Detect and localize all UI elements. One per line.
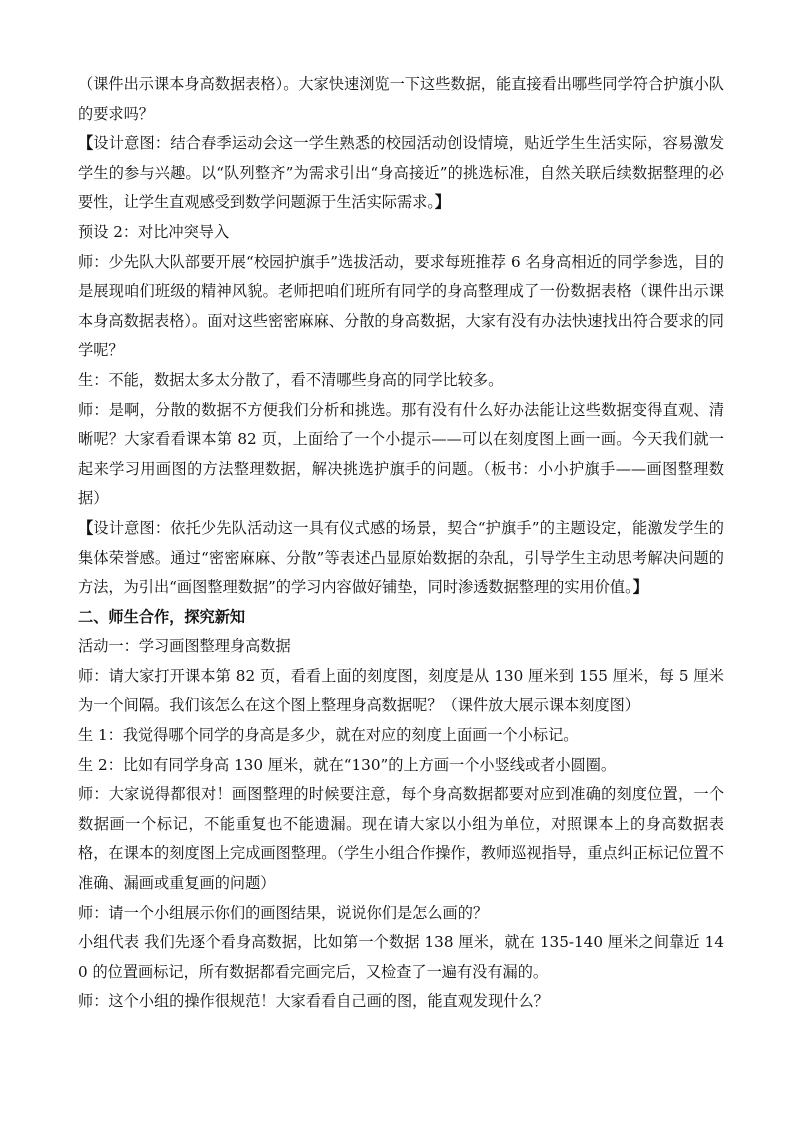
design-intent-2	[78, 514, 724, 603]
paragraph-intro-question: （课件出示课本身高数据表格）。大家快速浏览一下这些数据，能直接看出哪些同学符合护旗小队的要求吗？	[78, 75, 724, 123]
teacher-line-1: 师：少先队大队部要开展“校园护旗手”选拔活动，要求每班推荐 6 名身高相近的同学参选，目的是展现咱们班级的精神风貌。老师把咱们班所有同学的身高整理成了一份数据表格（课件出示课本身高数据表格）。面对这些密密麻麻、分散的身高数据，大家有没有办法快速找出符合要求的同学呢？	[78, 252, 724, 360]
group-rep-line: 小组代表 我们先逐个看身高数据，比如第一个数据 138 厘米，就在 135-140 厘米之间靠近 140 的位置画标记，所有数据都看完画完后，又检查了一遍有没有漏的。	[78, 933, 724, 981]
document-page	[78, 70, 724, 1017]
bracket-open: 【	[78, 518, 94, 537]
student-1-line: 生 1：我觉得哪个同学的身高是多少，就在对应的刻度上面画一个小标记。	[78, 726, 579, 745]
student-line-1: 生：不能，数据太多太分散了，看不清哪些身高的同学比较多。	[78, 370, 504, 389]
design-intent-1	[78, 129, 724, 218]
activity-1-title: 活动一：学习画图整理身高数据	[78, 637, 291, 656]
teacher-line-3: 师：请大家打开课本第 82 页，看看上面的刻度图，刻度是从 130 厘米到 155 厘米，每 5 厘米为一个间隔。我们该怎么在这个图上整理身高数据呢？（课件放大展示课本刻度图）	[78, 666, 724, 715]
student-2-line: 生 2：比如有同学身高 130 厘米，就在“130”的上方画一个小竖线或者小圆圈。	[78, 755, 617, 774]
preset-2-title: 预设 2：对比冲突导入	[78, 222, 230, 241]
teacher-line-6: 师：这个小组的操作很规范！大家看看自己画的图，能直观发现什么？	[78, 992, 549, 1011]
bracket-open: 【	[78, 134, 94, 153]
bracket-close: 】	[434, 193, 451, 212]
bracket-close: 】	[632, 578, 648, 597]
teacher-line-4: 师：大家说得都很对！画图整理的时候要注意，每个身高数据都要对应到准确的刻度位置，一个数据画一个标记，不能重复也不能遗漏。现在请大家以小组为单位，对照课本上的身高数据表格，在课本的刻度图上完成画图整理。（学生小组合作操作，教师巡视指导，重点纠正标记位置不准确、漏画或重复画的问题）	[78, 785, 724, 893]
design-intent-text: 设计意图：结合春季运动会这一学生熟悉的校园活动创设情境，贴近学生生活实际，容易激发学生的参与兴趣。以“队列整齐”为需求引出“身高接近”的挑选标准，自然关联后续数据整理的必要性，让学生直观感受到数学问题源于生活实际需求。	[78, 134, 725, 212]
section-heading: 二、师生合作，探究新知	[78, 607, 246, 626]
teacher-line-2: 师：是啊，分散的数据不方便我们分析和挑选。那有没有什么好办法能让这些数据变得直观、清晰呢？大家看看课本第 82 页，上面给了一个小提示——可以在刻度图上画一画。今天我们就一起来学习用画图的方法整理数据，解决挑选护旗手的问题。（板书：小小护旗手——画图整理数据）	[78, 400, 724, 508]
teacher-line-5: 师：请一个小组展示你们的画图结果，说说你们是怎么画的？	[78, 903, 489, 922]
design-intent-text: 设计意图：依托少先队活动这一具有仪式感的场景，契合“护旗手”的主题设定，能激发学生的集体荣誉感。通过“密密麻麻、分散”等表述凸显原始数据的杂乱，引导学生主动思考解决问题的方法，为引出“画图整理数据”的学习内容做好铺垫，同时渗透数据整理的实用价值。	[78, 518, 724, 597]
